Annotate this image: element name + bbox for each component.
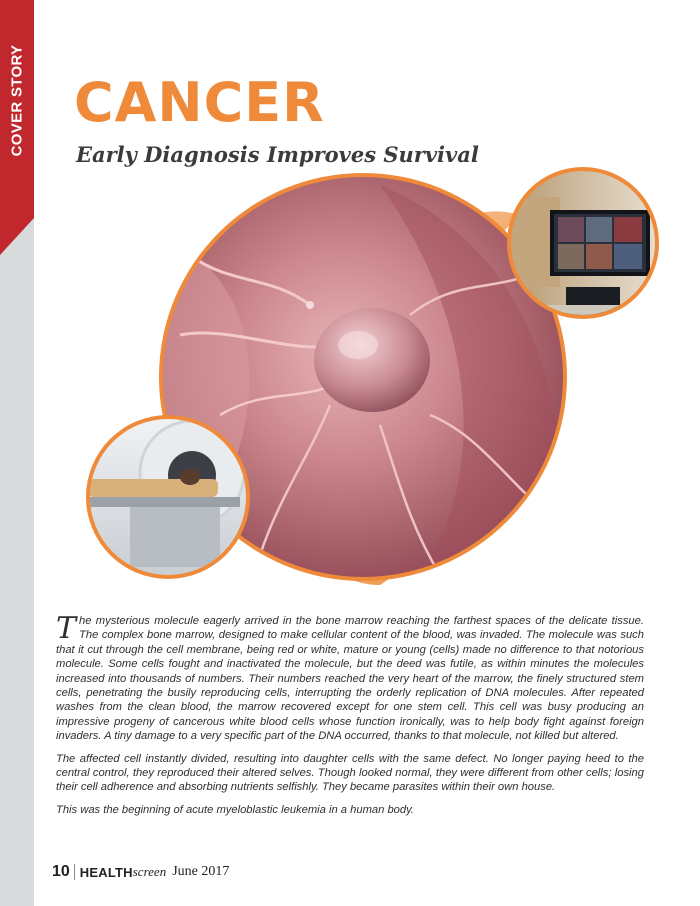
magazine-brand-bold: HEALTH [79,864,133,880]
article-title: CANCER [74,71,325,134]
section-label-text: COVER STORY [8,44,26,156]
page-number: 10 [52,863,70,880]
issue-date: June 2017 [172,864,230,879]
paragraph-2: The affected cell instantly divided, resulting into daughter cells with the same defect. No longer paying heed to the central control, they reproduced their altered selves. Though looked normal, they were different from other cells; losing their cell adherence and absorbing nutrients selfishly. They became parasites within their own house. [56,752,644,794]
paragraph-3: This was the beginning of acute myeloblastic leukemia in a human body. [56,803,414,816]
article-body [56,611,644,825]
paragraph-1 [56,611,644,744]
page-footer [52,862,229,882]
drop-cap: T [56,611,77,646]
paragraph-1-text: he mysterious molecule eagerly arrived in the bone marrow reaching the farthest spaces of the delicate tissue. The complex bone marrow, designed to make cellular content of the blood, was invaded. The molecule was such that it cut through the cell membrane, being red or white, mature or young (cells) made no difference to that notorious molecule. Some cells fought and inactivated the molecule, but the deed was futile, as within minutes the molecules increased into thousands of numbers. Their numbers reached the very heart of the marrow, the finely structured stem cells, penetrating the busily reproducing cells, interrupting the orderly replication of DNA molecules. After repeated washes from the clean blood, the marrow recovered except for one stem cell. This cell was busy producing an impressive progeny of cancerous white blood cells whose function ironically, was to help body fight against foreign invaders. A tiny damage to a very specific part of the DNA occurred, thanks to that molecule, not killed but altered. [56,615,644,743]
hero-illustration [80,155,670,590]
section-label [0,0,34,200]
footer-divider [74,864,75,880]
magazine-brand-italic: screen [132,864,167,879]
article-subtitle: Early Diagnosis Improves Survival [76,142,479,167]
